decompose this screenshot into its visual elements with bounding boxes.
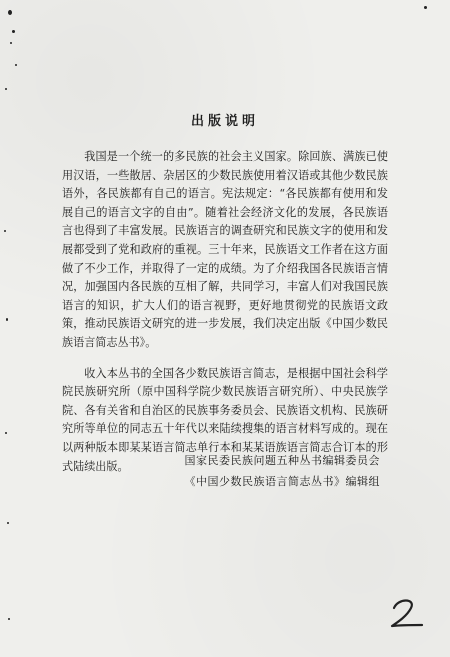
scan-speck <box>10 42 12 44</box>
scan-speck <box>15 64 17 66</box>
paragraph: 我国是一个统一的多民族的社会主义国家。除回族、满族已使用汉语，一些散居、杂居区的少数民族使用着汉语或其他少数民族语外，各民族都有自己的语言。宪法规定：“各民族都有使用和发展自己的语言文字的自由”。随着社会经济文化的发展，各民族语言也得到了丰富发展。民族语言的调查研究和民族文字的使用和发展都受到了党和政府的重视。三十年来，民族语文工作者在这方面做了不少工作，并取得了一定的成绩。为了介绍我国各民族语言情况，加强国内各民族的互相了解，共同学习，丰富人们对我国民族语言的知识，扩大人们的语言视野，更好地贯彻党的民族语文政策，推动民族语文研究的进一步发展，我们决定出版《中国少数民族语言简志丛书》。 <box>62 150 388 349</box>
scan-speck <box>4 230 6 232</box>
body-text <box>62 148 388 476</box>
signature-committee: 国家民委民族问题五种丛书编辑委员会 <box>184 454 380 467</box>
paragraph: 收入本丛书的全国各少数民族语言简志，是根据中国社会科学院民族研究所（原中国科学院少数民族语言研究所）、中央民族学院、各有关省和自治区的民族事务委员会、民族语文机构、民族研究所等单位的同志五十年代以来陆续搜集的语言材料写成的。现在以两种版本即某某语言简志单行本和某某语族语言简志合订本的形式陆续出版。 <box>62 366 388 473</box>
scan-speck <box>424 6 427 9</box>
scan-speck <box>6 318 8 321</box>
scan-speck <box>8 10 12 15</box>
page-title: 出版说明 <box>190 114 259 129</box>
scan-speck <box>5 432 7 434</box>
scan-speck <box>5 88 7 90</box>
handwritten-page-mark <box>384 596 428 630</box>
scan-speck <box>8 618 10 620</box>
scan-speck <box>12 30 15 33</box>
signature-editorial-group: 《中国少数民族语言简志丛书》编辑组 <box>184 475 380 488</box>
scan-speck <box>7 522 9 524</box>
